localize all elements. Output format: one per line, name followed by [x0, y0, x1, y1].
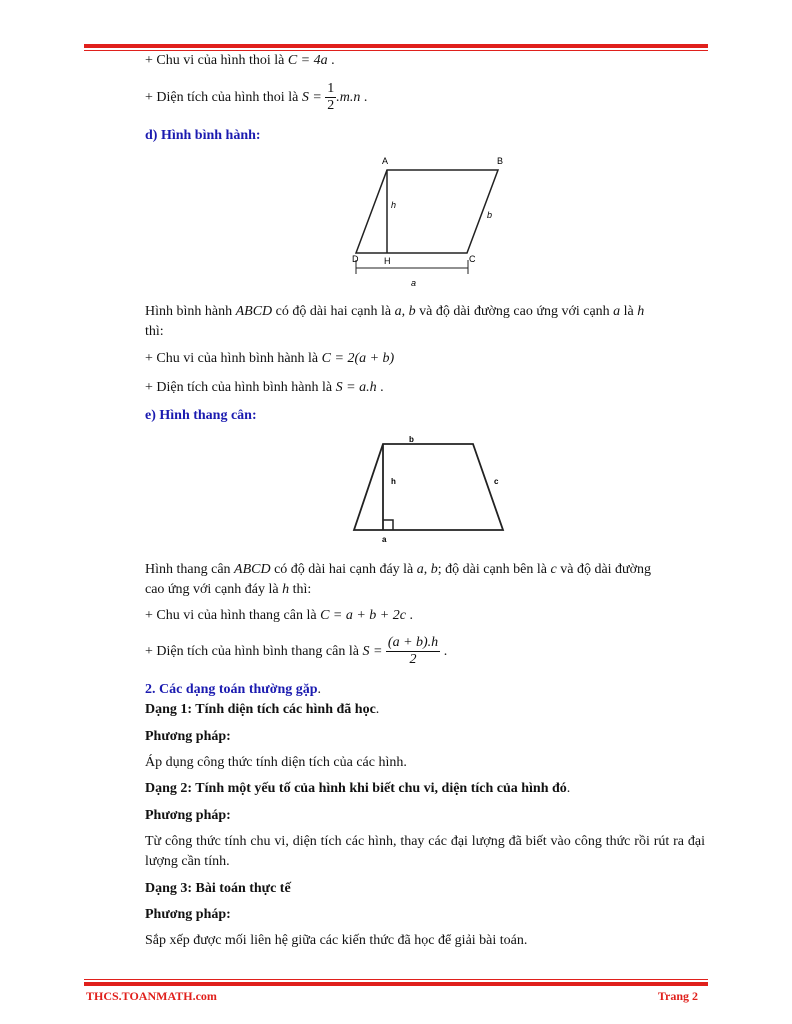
label-h: h [391, 477, 396, 486]
text: Dạng 2: Tính một yếu tố của hình khi biết chu vi, diện tích của hình đó [145, 781, 567, 796]
footer-rule-thin [84, 979, 708, 980]
var: ABCD [234, 562, 271, 577]
dang1-title: Dạng 1: Tính diện tích các hình đã học. [145, 702, 380, 717]
dang3-text: Sắp xếp được mối liên hệ giữa các kiến thức đã học để giải bài toán. [145, 933, 528, 948]
fraction [386, 635, 440, 668]
text: Hình thang cân [145, 562, 235, 577]
var: h [282, 582, 290, 597]
trapezoid-figure [345, 432, 515, 544]
formula: S = a.h [335, 380, 377, 395]
trapezoid-area: + Diện tích của hình bình thang cân là S = $\frac{(a + b).h}{2}$ . [145, 635, 448, 668]
footer-page-number: Trang 2 [657, 989, 698, 1003]
dang1-text: Áp dụng công thức tính diện tích của các hình. [145, 755, 407, 770]
label-b: b [409, 435, 414, 444]
formula: C = 2(a + b) [321, 351, 395, 366]
label-b: b [487, 210, 493, 220]
parallelogram-area: + Diện tích của hình bình hành là S = a.h . [145, 380, 384, 395]
var: b [408, 304, 416, 319]
label-D: D [352, 254, 359, 264]
trapezoid-heading: e) Hình thang cân: [145, 408, 257, 423]
dang3-title: Dạng 3: Bài toán thực tế [145, 881, 291, 896]
text: có độ dài hai cạnh đáy là [270, 562, 417, 577]
label-C: C [469, 254, 476, 264]
text: ; độ dài cạnh bên là [437, 562, 551, 577]
parallelogram-perimeter [145, 349, 705, 369]
label-c: c [494, 477, 499, 486]
section-title: 2. Các dạng toán thường gặp [145, 682, 318, 697]
label-H: H [384, 256, 391, 266]
footer-site[interactable]: THCS.TOANMATH.com [86, 989, 217, 1003]
fraction-den: 2 [409, 652, 417, 668]
label-a: a [382, 535, 387, 544]
text: Dạng 1: Tính diện tích các hình đã học [145, 702, 376, 717]
text: + Chu vi của hình bình hành là [145, 351, 322, 366]
trapezoid-perimeter: + Chu vi của hình thang cân là C = a + b + 2c . [145, 608, 413, 623]
parallelogram-desc [145, 302, 705, 322]
label-a: a [411, 278, 417, 288]
fraction-num: (a + b).h [387, 635, 439, 651]
text: , [401, 304, 409, 319]
parallelogram-heading: d) Hình bình hành: [145, 128, 261, 143]
text: là [620, 304, 638, 319]
label-B: B [497, 156, 504, 166]
dang2-text: Từ công thức tính chu vi, diện tích các hình, thay các đại lượng đã biết vào công thức rồi rút ra đại lượng cần tính. [145, 834, 705, 869]
var: h [637, 304, 645, 319]
var: a [613, 304, 621, 319]
text: và độ dài đường [556, 562, 652, 577]
formula-rest: .m.n [336, 90, 361, 105]
dang2-method: Phương pháp: [145, 808, 231, 823]
text: + Chu vi của hình thang cân là [145, 608, 321, 623]
var: a [394, 304, 402, 319]
dang2-title: Dạng 2: Tính một yếu tố của hình khi biết chu vi, diện tích của hình đó. [145, 781, 571, 796]
trapezoid-desc [145, 560, 705, 580]
text: + Diện tích của hình thoi là [145, 90, 302, 105]
formula-lhs: S = [362, 644, 383, 659]
rhombus-area: + Diện tích của hình thoi là S = $\frac{1}{2}$ .m.n . [145, 81, 368, 114]
text: + Chu vi của hình thoi là [145, 53, 288, 68]
formula: C = 4a [287, 53, 328, 68]
label-A: A [382, 156, 389, 166]
rhombus-perimeter: + Chu vi của hình thoi là C = 4a . [145, 53, 335, 68]
fraction [325, 81, 336, 114]
text: + Diện tích của hình bình thang cân là [145, 644, 363, 659]
text: + Diện tích của hình bình hành là [145, 380, 336, 395]
parallelogram-desc-2: thì: [145, 324, 164, 339]
text: có độ dài hai cạnh là [272, 304, 395, 319]
trapezoid-desc-2 [145, 580, 705, 600]
fraction-den: 2 [327, 98, 335, 114]
dang1-method: Phương pháp: [145, 729, 231, 744]
var: ABCD [235, 304, 273, 319]
footer-rule-thick [84, 982, 708, 986]
section2-heading: 2. Các dạng toán thường gặp. [145, 682, 322, 697]
text: cao ứng với cạnh đáy là [145, 582, 283, 597]
var: a [416, 562, 424, 577]
text: Hình bình hành [145, 304, 236, 319]
text: , [423, 562, 431, 577]
fraction-num: 1 [327, 81, 335, 97]
formula: C = a + b + 2c [320, 608, 406, 623]
dang3-method: Phương pháp: [145, 907, 231, 922]
var: c [550, 562, 557, 577]
label-h: h [391, 200, 397, 210]
header-rule-thick [84, 44, 708, 48]
text: thì: [289, 582, 312, 597]
text: và độ dài đường cao ứng với cạnh [415, 304, 614, 319]
var: b [430, 562, 438, 577]
formula-lhs: S = [301, 90, 322, 105]
parallelogram-figure [340, 150, 520, 292]
